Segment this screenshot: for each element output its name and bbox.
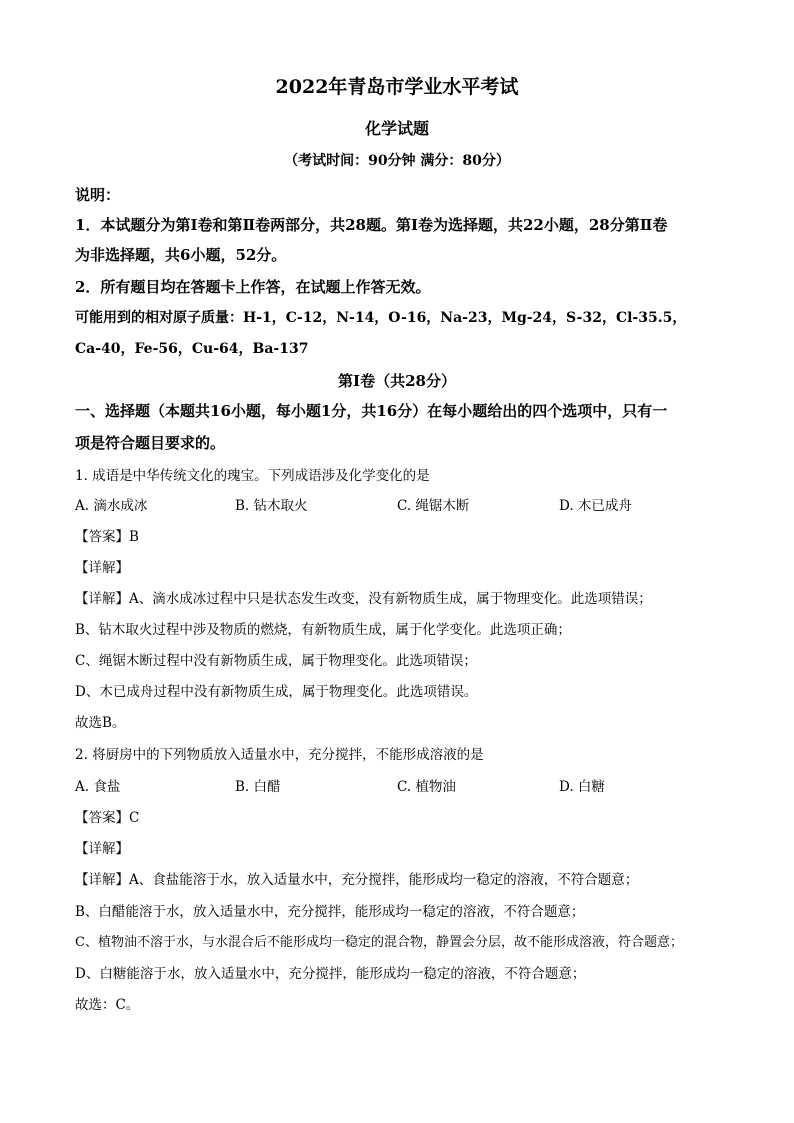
section-1-title: 第Ⅰ卷（共28分） (338, 372, 456, 390)
question-2-explain-3: C、植物油不溶于水，与水混合后不能形成均一稳定的混合物，静置会分层，故不能形成溶液，符合题意； (75, 935, 683, 950)
question-1-option-c: C. 绳锯木断 (397, 498, 470, 514)
question-2-option-c: C. 植物油 (397, 779, 456, 795)
question-1-answer: 【答案】B (75, 529, 139, 545)
question-2-explain-4: D、白糖能溶于水，放入适量水中，充分搅拌，能形成均一稳定的溶液，不符合题意； (75, 966, 586, 982)
question-2-option-b: B. 白醋 (235, 779, 281, 795)
question-1-option-b: B. 钻木取火 (235, 498, 308, 514)
part-1-instruction-line-2: 项是符合题目要求的。 (75, 434, 226, 452)
question-2-explain-2: B、白醋能溶于水，放入适量水中，充分搅拌，能形成均一稳定的溶液，不符合题意； (75, 904, 585, 920)
instruction-2: 2．所有题目均在答题卡上作答，在试题上作答无效。 (75, 278, 431, 296)
instruction-1-line-2: 为非选择题，共6小题，52分。 (75, 246, 287, 264)
question-1-explain-1: 【详解】A、滴水成冰过程中只是状态发生改变，没有新物质生成，属于物理变化。此选项错误； (75, 591, 652, 607)
question-1-options (75, 494, 735, 514)
atomic-mass-line-1: 可能用到的相对原子质量：H-1，C-12，N-14，O-16，Na-23，Mg-24，S-32，Cl-35.5， (75, 310, 687, 326)
question-1-conclusion: 故选B。 (75, 715, 126, 731)
question-2-explain-1: 【详解】A、食盐能溶于水，放入适量水中，充分搅拌，能形成均一稳定的溶液，不符合题意； (75, 872, 639, 888)
exam-info: （考试时间：90分钟 满分：80分） (284, 153, 510, 169)
question-2-options (75, 775, 735, 795)
question-1-option-d: D. 木已成舟 (559, 498, 632, 514)
question-1-option-a: A. 滴水成冰 (75, 498, 148, 514)
atomic-mass-line-2: Ca-40，Fe-56，Cu-64，Ba-137 (75, 341, 309, 357)
question-1-explain-4: D、木已成舟过程中没有新物质生成，属于物理变化。此选项错误。 (75, 684, 478, 700)
exam-subject: 化学试题 (364, 119, 429, 138)
question-2-option-d: D. 白糖 (559, 779, 605, 795)
question-1-explain-2: B、钻木取火过程中涉及物质的燃烧，有新物质生成，属于化学变化。此选项正确； (75, 622, 571, 638)
question-2-stem: 2. 将厨房中的下列物质放入适量水中，充分搅拌，不能形成溶液的是 (75, 747, 484, 763)
question-1-stem: 1. 成语是中华传统文化的瑰宝。下列成语涉及化学变化的是 (75, 468, 430, 484)
part-1-instruction-line-1: 一、选择题（本题共16小题，每小题1分，共16分）在每小题给出的四个选项中，只有一 (75, 402, 668, 420)
instruction-1-line-1: 1．本试题分为第Ⅰ卷和第Ⅱ卷两部分，共28题。第Ⅰ卷为选择题，共22小题，28分第Ⅱ卷 (75, 216, 668, 234)
instructions-heading: 说明： (75, 186, 121, 204)
question-2-detail-label: 【详解】 (75, 841, 129, 857)
question-2-answer: 【答案】C (75, 810, 140, 826)
question-2-conclusion: 故选：C。 (75, 997, 140, 1013)
exam-title: 2022年青岛市学业水平考试 (275, 76, 519, 98)
question-1-explain-3: C、绳锯木断过程中没有新物质生成，属于物理变化。此选项错误； (75, 653, 477, 669)
question-2-option-a: A. 食盐 (75, 779, 121, 795)
question-1-detail-label: 【详解】 (75, 560, 129, 576)
